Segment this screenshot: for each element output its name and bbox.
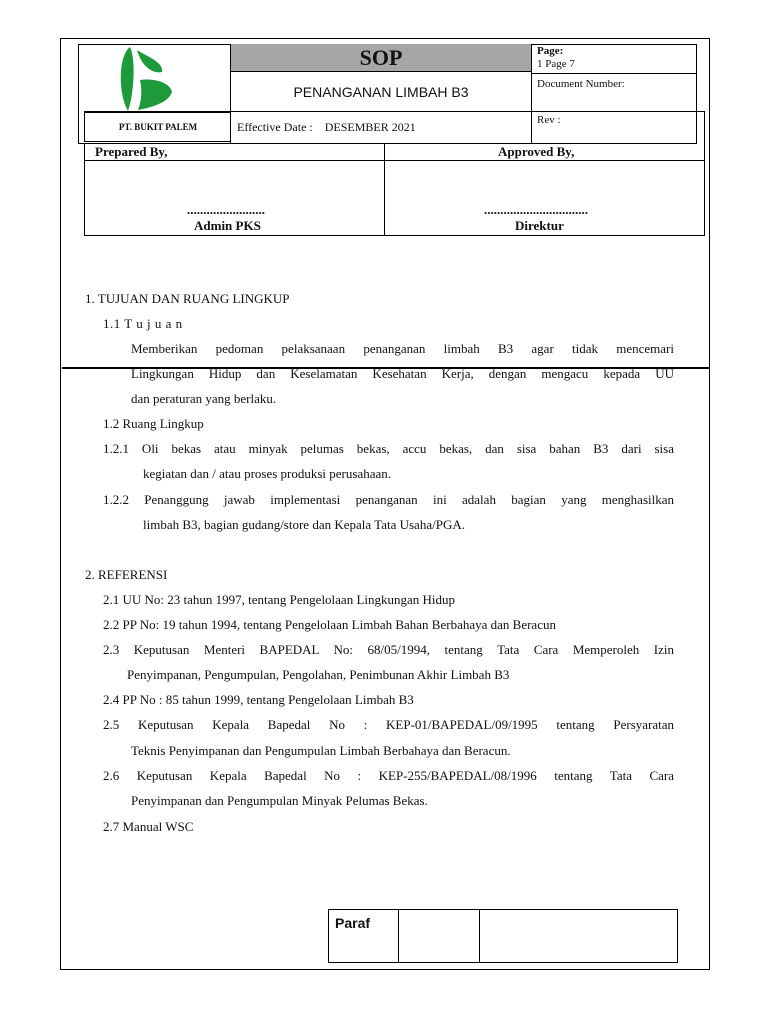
horizontal-rule xyxy=(62,367,710,369)
rev-label: Rev : xyxy=(537,114,561,126)
section-1-2-2-line: 1.2.2 Penanggung jawab implementasi penanganan ini adalah bagian yang menghasilkan xyxy=(103,492,674,507)
approved-signature-line: ................................ xyxy=(484,202,588,217)
effective-date-value: DESEMBER 2021 xyxy=(324,120,416,134)
section-1-2-2-line: limbah B3, bagian gudang/store dan Kepala Tata Usaha/PGA. xyxy=(143,517,465,532)
section-1-2-1-line: kegiatan dan / atau proses produksi perusahaan. xyxy=(143,466,392,481)
section-1-1-line: Lingkungan Hidup dan Keselamatan Kesehatan Kerja, dengan mengacu kepada UU xyxy=(131,366,674,381)
paraf-divider xyxy=(479,909,480,963)
section-1-1-line: dan peraturan yang berlaku. xyxy=(131,391,277,406)
reference-item: 2.6 Keputusan Kepala Bapedal No : KEP-255/BAPEDAL/08/1996 tentang Tata Cara xyxy=(103,768,674,783)
page-cell xyxy=(531,44,697,74)
section-1-1-line: Memberikan pedoman pelaksanaan penanganan limbah B3 agar tidak mencemari xyxy=(131,341,674,356)
section-1-1-heading: 1.1 T u j u a n xyxy=(103,316,183,331)
reference-item: 2.1 UU No: 23 tahun 1997, tentang Pengelolaan Lingkungan Hidup xyxy=(103,592,456,607)
reference-item: 2.5 Keputusan Kepala Bapedal No : KEP-01/BAPEDAL/09/1995 tentang Persyaratan xyxy=(103,717,674,732)
effective-date xyxy=(231,112,531,144)
reference-item: 2.4 PP No : 85 tahun 1999, tentang Pengelolaan Limbah B3 xyxy=(103,692,414,707)
reference-item: Penyimpanan, Pengumpulan, Pengolahan, Penimbunan Akhir Limbah B3 xyxy=(127,667,510,682)
effective-date-label: Effective Date : xyxy=(237,120,313,134)
paraf-label: Paraf xyxy=(335,915,371,931)
document-number-label: Document Number: xyxy=(531,74,697,112)
reference-item: 2.7 Manual WSC xyxy=(103,819,194,834)
section-1-2-heading: 1.2 Ruang Lingkup xyxy=(103,416,204,431)
reference-item: 2.2 PP No: 19 tahun 1994, tentang Pengelolaan Limbah Bahan Berbahaya dan Beracun xyxy=(103,617,556,632)
reference-item: Penyimpanan dan Pengumpulan Minyak Pelumas Bekas. xyxy=(131,793,428,808)
paraf-divider xyxy=(398,909,399,963)
page-value: 1 Page 7 xyxy=(537,58,575,70)
prepared-name: Admin PKS xyxy=(194,218,261,233)
section-1-heading: 1. TUJUAN DAN RUANG LINGKUP xyxy=(85,291,290,306)
company-logo-icon xyxy=(78,44,231,114)
reference-item: 2.3 Keputusan Menteri BAPEDAL No: 68/05/1994, tentang Tata Cara Memperoleh Izin xyxy=(103,642,674,657)
signature-divider xyxy=(384,144,385,236)
company-name: PT. BUKIT PALEM xyxy=(84,112,231,142)
approved-name: Direktur xyxy=(515,218,564,233)
section-2-heading: 2. REFERENSI xyxy=(85,567,168,582)
prepared-by-label: Prepared By, xyxy=(95,144,168,159)
reference-item: Teknis Penyimpanan dan Pengumpulan Limbah Berbahaya dan Beracun. xyxy=(131,743,511,758)
approved-by-label: Approved By, xyxy=(498,144,575,159)
signature-table xyxy=(84,144,705,236)
section-1-2-1-line: 1.2.1 Oli bekas atau minyak pelumas bekas, accu bekas, dan sisa bahan B3 dari sisa xyxy=(103,441,674,456)
sop-label: SOP xyxy=(231,44,531,72)
table-divider xyxy=(84,111,705,112)
signature-header-line xyxy=(84,160,705,161)
table-divider-right xyxy=(704,111,705,144)
document-title: PENANGANAN LIMBAH B3 xyxy=(231,72,531,112)
page-label: Page: xyxy=(537,45,564,57)
prepared-signature-line: ........................ xyxy=(187,202,265,217)
paraf-box xyxy=(328,909,678,963)
